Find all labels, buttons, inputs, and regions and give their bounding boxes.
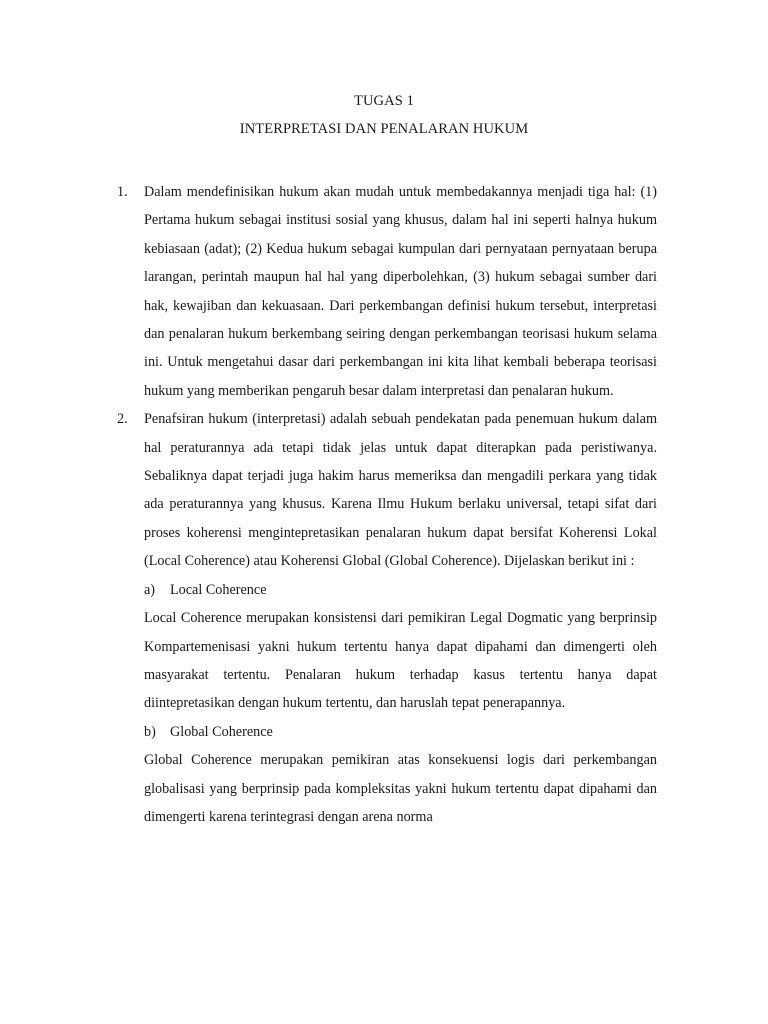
paragraph: Global Coherence merupakan pemikiran atas konsekuensi logis dari perkembangan globalisasi yang berprinsip pada kompleksitas yakni hukum tertentu dapat dipahami dan dimengerti karena terintegrasi dengan arena norma	[144, 752, 657, 825]
list-item-number: 2.	[117, 411, 128, 428]
numbered-list	[117, 178, 657, 831]
sub-heading-label: Global Coherence	[170, 723, 273, 740]
sub-heading-letter: a)	[144, 581, 156, 598]
sub-heading	[144, 576, 657, 604]
list-item-number: 1.	[117, 184, 128, 200]
document-subtitle: INTERPRETASI DAN PENALARAN HUKUM	[239, 121, 529, 137]
sub-heading-letter: b)	[144, 723, 156, 740]
sub-heading	[144, 718, 657, 746]
list-item	[117, 405, 657, 831]
paragraph: Local Coherence merupakan konsistensi dari pemikiran Legal Dogmatic yang berprinsip Kompartemenisasi yakni hukum tertentu hanya dapat dipahami dan dimengerti oleh masyarakat tertentu. Penalaran hukum terhadap kasus tertentu hanya dapat diintepretasikan dengan hukum tertentu, dan haruslah tepat penerapannya.	[144, 610, 657, 712]
list-item	[117, 178, 657, 405]
sub-heading-label: Local Coherence	[170, 581, 267, 598]
document-title: TUGAS 1	[354, 93, 414, 109]
paragraph: Penafsiran hukum (interpretasi) adalah sebuah pendekatan pada penemuan hukum dalam hal peraturannya ada tetapi tidak jelas untuk dapat diterapkan pada peristiwanya. Sebaliknya dapat terjadi juga hakim harus memeriksa dan mengadili perkara yang tidak ada peraturannya yang khusus. Karena Ilmu Hukum berlaku universal, tetapi sifat dari proses koherensi mengintepretasikan penalaran hukum dapat bersifat Koherensi Lokal (Local Coherence) atau Koherensi Global (Global Coherence). Dijelaskan berikut ini :	[144, 411, 657, 570]
paragraph: Dalam mendefinisikan hukum akan mudah untuk membedakannya menjadi tiga hal: (1) Pertama hukum sebagai institusi sosial yang khusus, dalam hal ini seperti halnya hukum kebiasaan (adat); (2) Kedua hukum sebagai kumpulan dari pernyataan pernyataan berupa larangan, perintah maupun hal hal yang diperbolehkan, (3) hukum sebagai sumber dari hak, kewajiban dan kekuasaan. Dari perkembangan definisi hukum tersebut, interpretasi dan penalaran hukum berkembang seiring dengan perkembangan teorisasi hukum selama ini. Untuk mengetahui dasar dari perkembangan ini kita lihat kembali beberapa teorisasi hukum yang memberikan pengaruh besar dalam interpretasi dan penalaran hukum.	[144, 184, 657, 399]
